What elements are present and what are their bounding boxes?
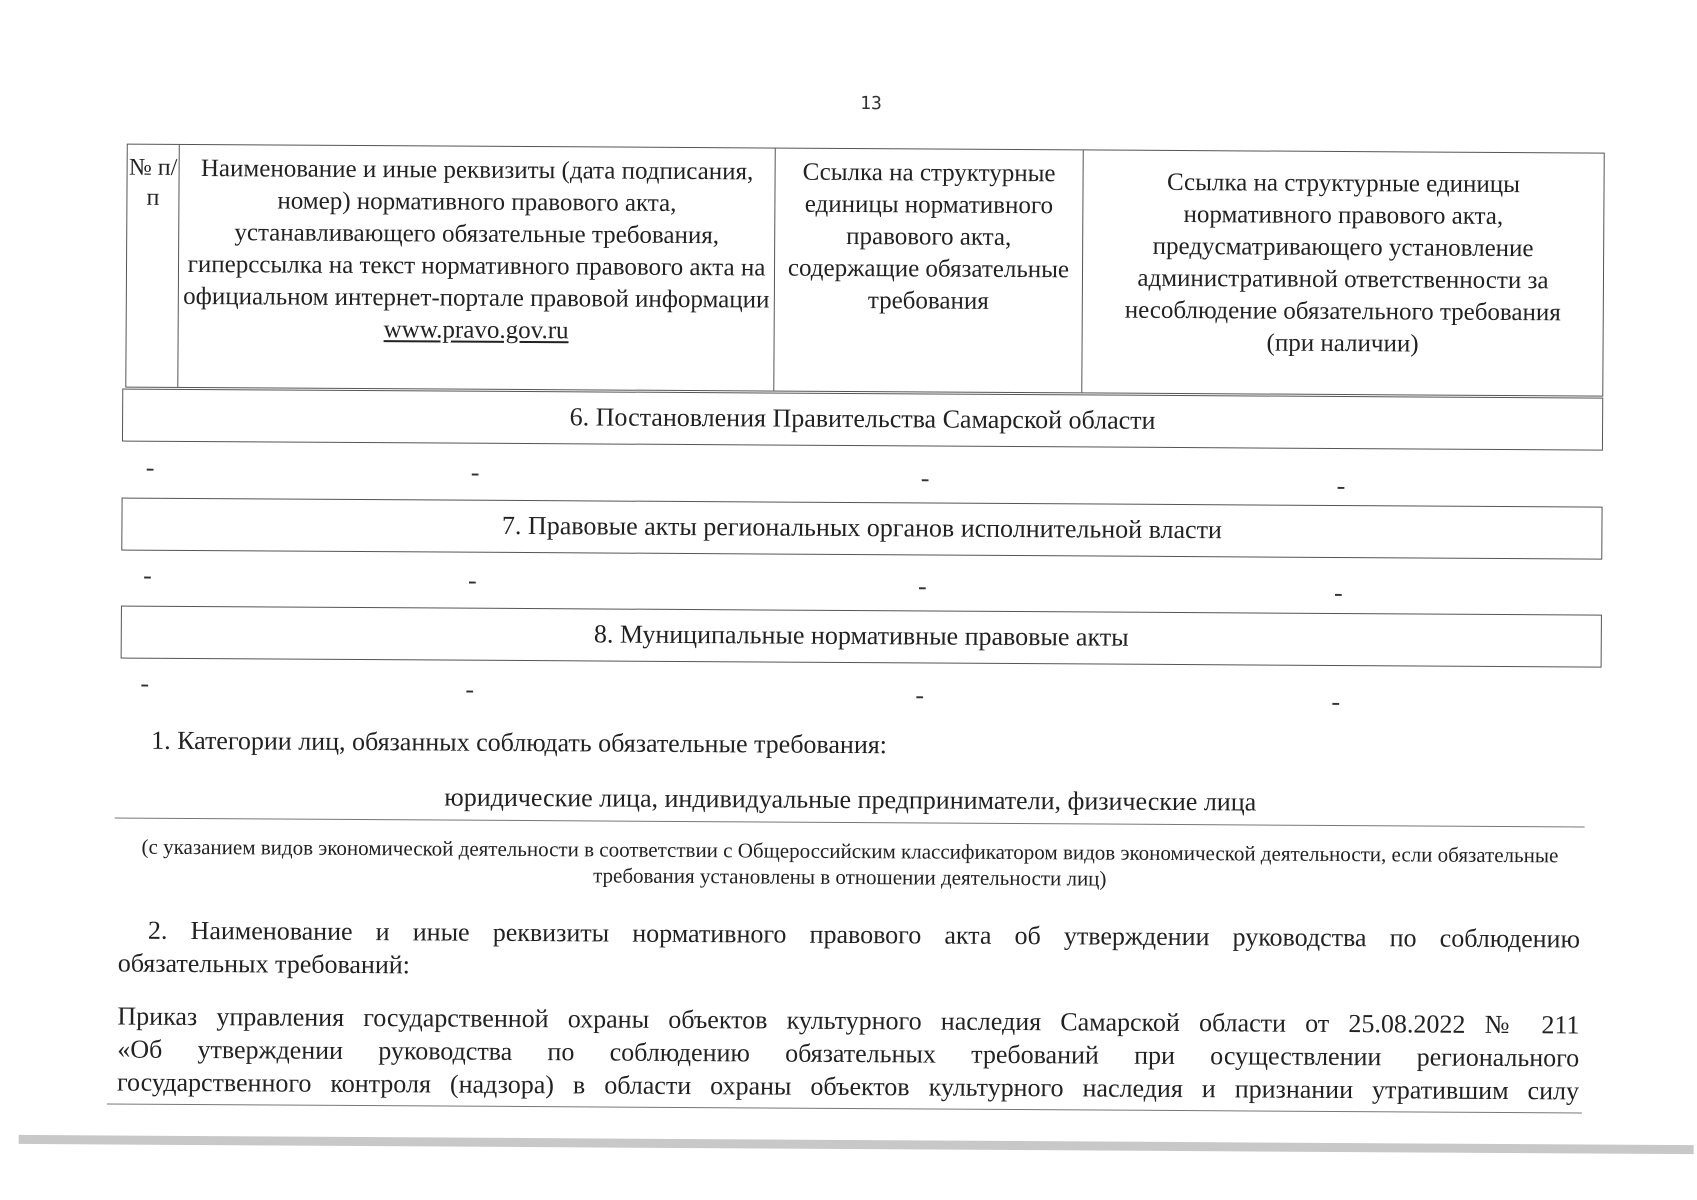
table-header bbox=[125, 144, 1604, 397]
item2-value-line1: Приказ управления государственной охраны объектов культурного наследия Самарской области от 25.08.2022 № 211 bbox=[117, 1001, 1580, 1040]
section-7-cell-4: - bbox=[1333, 577, 1343, 608]
section-8-cell-2: - bbox=[465, 674, 475, 704]
section-8-cell-3: - bbox=[915, 680, 925, 710]
section-6-cell-1: - bbox=[145, 452, 155, 482]
item2-value-line3: государственного контроля (надзора) в области охраны объектов культурного наследия и признании утратившим силу bbox=[116, 1067, 1580, 1106]
header-col-number: № п/п bbox=[126, 145, 179, 387]
header-col-admin-responsibility: Ссылка на структурные единицы нормативного правового акта, предусматривающего установление административной ответственности за несоблюдение обязательного требования (при наличии) bbox=[1124, 168, 1561, 358]
section-7-cell-1: - bbox=[143, 560, 152, 590]
section-7-cell-2: - bbox=[468, 565, 477, 595]
item1-value-underline bbox=[115, 818, 1585, 828]
section-row-7: 7. Правовые акты региональных органов исполнительной власти bbox=[121, 498, 1602, 560]
header-col-act-name bbox=[178, 145, 775, 391]
scan-edge-bar bbox=[19, 1135, 1694, 1154]
page-number: 13 bbox=[860, 93, 882, 115]
pravo-link[interactable]: www.pravo.gov.ru bbox=[383, 316, 569, 345]
item2-label-line2: обязательных требований: bbox=[117, 948, 411, 980]
item1-value: юридические лица, индивидуальные предприниматели, физические лица bbox=[444, 782, 1257, 817]
section-7-cell-3: - bbox=[917, 571, 927, 601]
header-col-structural-units: Ссылка на структурные единицы нормативного правового акта, содержащие обязательные требования bbox=[774, 149, 1083, 393]
section-row-6: 6. Постановления Правительства Самарской области bbox=[122, 389, 1603, 451]
header-col-act-name-text: Наименование и иные реквизиты (дата подписания, номер) нормативного правового акта, устанавливающего обязательные требования, гиперссылка на текст нормативного правового акта на официальном интернет-портале правовой информации bbox=[183, 155, 770, 314]
item1-note: (с указанием видов экономической деятельности в соответствии с Общероссийским классификатором видов экономической деятельности, если обязательные требования установлены в отношении деятельности лиц) bbox=[141, 834, 1559, 891]
section-8-cell-1: - bbox=[140, 668, 150, 698]
section-6-cell-3: - bbox=[920, 463, 930, 493]
section-8-cell-4: - bbox=[1331, 686, 1341, 716]
section-6-cell-2: - bbox=[470, 457, 480, 487]
section-row-8: 8. Муниципальные нормативные правовые акты bbox=[121, 606, 1602, 668]
section-6-cell-4: - bbox=[1336, 470, 1346, 501]
item2-value-line2: «Об утверждении руководства по соблюдению обязательных требований при осуществлении регионального bbox=[117, 1034, 1580, 1073]
item2-label-line1-text: 2. Наименование и иные реквизиты нормативного правового акта об утверждении руководства по соблюдению bbox=[147, 915, 1581, 954]
item1-label: 1. Категории лиц, обязанных соблюдать обязательные требования: bbox=[151, 725, 888, 760]
